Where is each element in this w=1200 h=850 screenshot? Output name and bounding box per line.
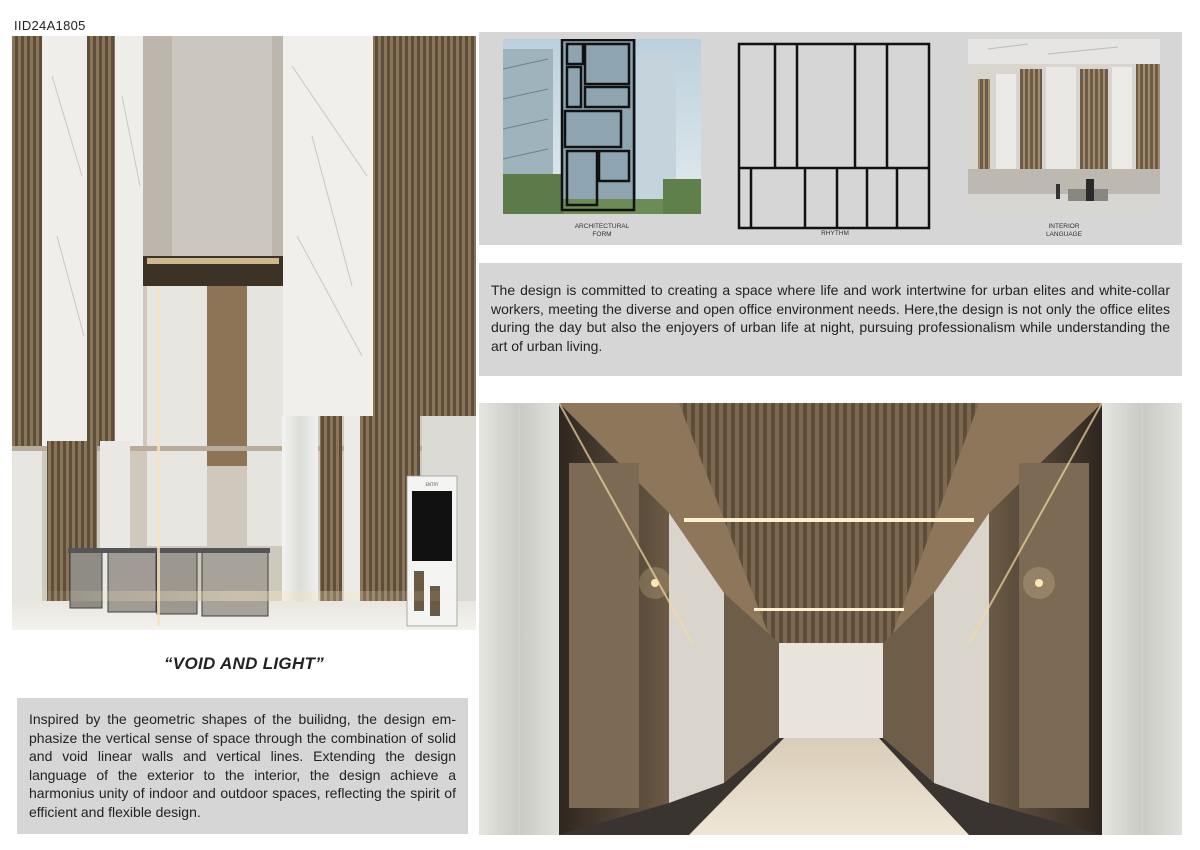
section-title: “VOID AND LIGHT” <box>164 654 324 673</box>
diagram-caption-interior-language: INTERIOR LANGUAGE <box>1045 223 1083 238</box>
lobby-render-image <box>12 36 476 630</box>
left-description-box <box>17 698 468 834</box>
diagram-panel <box>479 32 1182 245</box>
kiosk-screen-label: ENTRY <box>425 482 439 487</box>
architectural-form-image <box>503 39 701 214</box>
rhythm-diagram <box>737 42 933 232</box>
elevator-corridor-render-image <box>479 403 1182 835</box>
right-description-text: The design is committed to creating a space where life and work intertwine for urban elites and white-collar workers, meeting the diverse and open office environment needs. Here,the design is not only the office elites during the day but also the enjoyers of urban life at night, pursuing professionalism while understanding the art of urban living. <box>491 282 1170 354</box>
diagram-caption-rhythm: RHYTHM <box>821 230 849 237</box>
interior-language-image <box>968 39 1160 214</box>
project-id: IID24A1805 <box>14 18 86 33</box>
left-description-text: Inspired by the geometric shapes of the builidng, the design emphasize the vertical sense of space through the combination of solid and void linear walls and vertical lines. Extending the design language of the exterior to the interior, the design achieve a harmonius unity of indoor and outdoor spaces, reflecting the spirit of efficient and flexible design. <box>29 711 456 820</box>
diagram-caption-architectural-form: ARCHITECTURAL FORM <box>574 223 630 238</box>
right-description-box <box>479 263 1182 376</box>
